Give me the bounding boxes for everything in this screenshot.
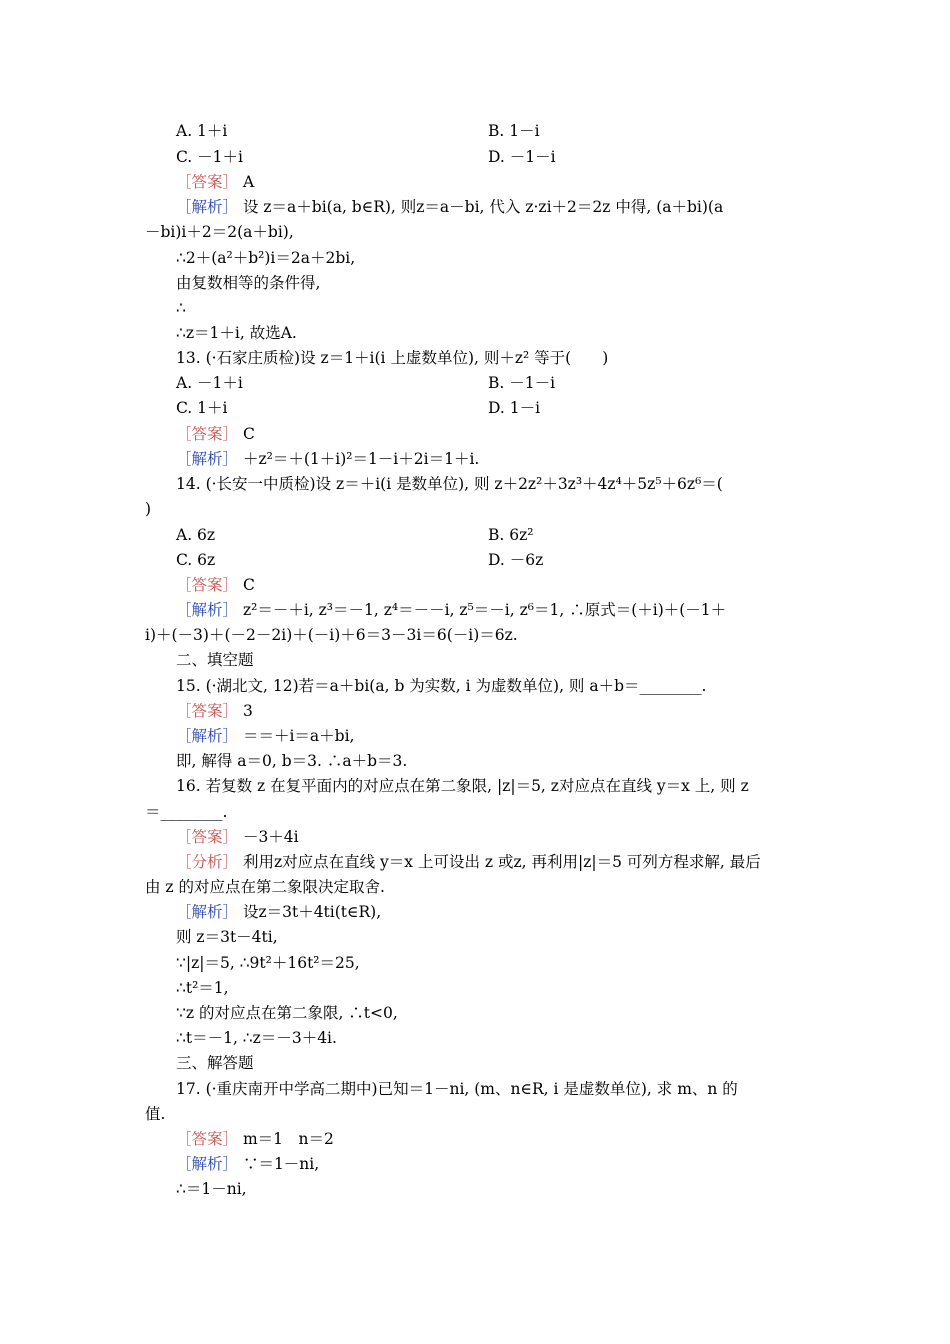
text-line: ∵z 的对应点在第二象限, ∴t<0, — [176, 1004, 398, 1022]
text-line: ∴t＝－1, ∴z＝－3＋4i. — [176, 1029, 337, 1047]
text-line: 由复数相等的条件得, — [176, 274, 321, 292]
question-17: 17. (·重庆南开中学高二期中)已知＝1－ni, (m、n∈R, i 是虚数单位), 求 m、n 的 — [176, 1080, 738, 1098]
answer-line: ［答案］ A — [176, 173, 255, 191]
option-a: A. －1＋i — [176, 374, 243, 392]
question-16: 16. 若复数 z 在复平面内的对应点在第二象限, |z|＝5, z对应点在直线 y＝x 上, 则 z — [176, 777, 749, 795]
text-line: －bi)i＋2＝2(a＋bi), — [145, 223, 294, 241]
answer-line: ［答案］ －3＋4i — [176, 828, 299, 846]
option-c: C. －1＋i — [176, 148, 243, 166]
option-d: D. －1－i — [488, 148, 556, 166]
analysis-line: ［解析］ z²＝－＋i, z³＝－1, z⁴＝－－i, z⁵＝－i, z⁶＝1, ∴原式＝(＋i)＋(－1＋ — [176, 601, 727, 619]
option-a: A. 1＋i — [176, 122, 228, 140]
analysis-line: ［解析］ 设 z＝a＋bi(a, b∈R), 则z＝a－bi, 代入 z·zi＋2＝2z 中得, (a＋bi)(a — [176, 198, 724, 216]
text-line: ∴2＋(a²＋b²)i＝2a＋2bi, — [176, 249, 356, 267]
question-13: 13. (·石家庄质检)设 z＝1＋i(i 上虚数单位), 则＋z² 等于( ) — [176, 349, 609, 367]
answer-line: ［答案］ C — [176, 425, 255, 443]
option-c: C. 6z — [176, 551, 216, 569]
analysis-line: ［解析］ ＝＝＋i＝a＋bi, — [176, 727, 355, 745]
answer-line: ［答案］ 3 — [176, 702, 253, 720]
option-b: B. 6z² — [488, 526, 534, 544]
option-a: A. 6z — [176, 526, 216, 544]
option-c: C. 1＋i — [176, 399, 228, 417]
question-15: 15. (·湖北文, 12)若＝a＋bi(a, b 为实数, i 为虚数单位), 则 a＋b＝________. — [176, 677, 707, 695]
text-line: ∴ — [176, 299, 186, 317]
text-line: 即, 解得 a＝0, b＝3. ∴a＋b＝3. — [176, 752, 408, 770]
option-d: D. －6z — [488, 551, 544, 569]
section-heading: 三、解答题 — [176, 1054, 254, 1072]
text-line: ＝________. — [145, 803, 228, 821]
section-heading: 二、填空题 — [176, 651, 254, 669]
text-line: ∵|z|＝5, ∴9t²＋16t²＝25, — [176, 954, 360, 972]
analysis-line: ［分析］ 利用z对应点在直线 y＝x 上可设出 z 或z, 再利用|z|＝5 可列方程求解, 最后 — [176, 853, 761, 871]
analysis-line: ［解析］ ＋z²＝＋(1＋i)²＝1－i＋2i＝1＋i. — [176, 450, 480, 468]
text-line: ∴＝1－ni, — [176, 1180, 247, 1198]
text-line: ) — [145, 500, 152, 518]
option-b: B. 1－i — [488, 122, 540, 140]
option-d: D. 1－i — [488, 399, 541, 417]
analysis-line: ［解析］ 设z＝3t＋4ti(t∈R), — [176, 903, 382, 921]
text-line: 值. — [145, 1105, 166, 1123]
text-line: 由 z 的对应点在第二象限决定取舍. — [145, 878, 385, 896]
answer-line: ［答案］ C — [176, 576, 255, 594]
text-line: i)＋(－3)＋(－2－2i)＋(－i)＋6＝3－3i＝6(－i)＝6z. — [145, 626, 518, 644]
analysis-line: ［解析］ ∵＝1－ni, — [176, 1155, 320, 1173]
answer-line: ［答案］ m＝1 n＝2 — [176, 1130, 334, 1148]
question-14: 14. (·长安一中质检)设 z＝＋i(i 是数单位), 则 z＋2z²＋3z³＋4z⁴＋5z⁵＋6z⁶＝( — [176, 475, 723, 493]
option-b: B. －1－i — [488, 374, 556, 392]
text-line: ∴t²＝1, — [176, 979, 229, 997]
text-line: 则 z＝3t－4ti, — [176, 928, 278, 946]
text-line: ∴z＝1＋i, 故选A. — [176, 324, 297, 342]
